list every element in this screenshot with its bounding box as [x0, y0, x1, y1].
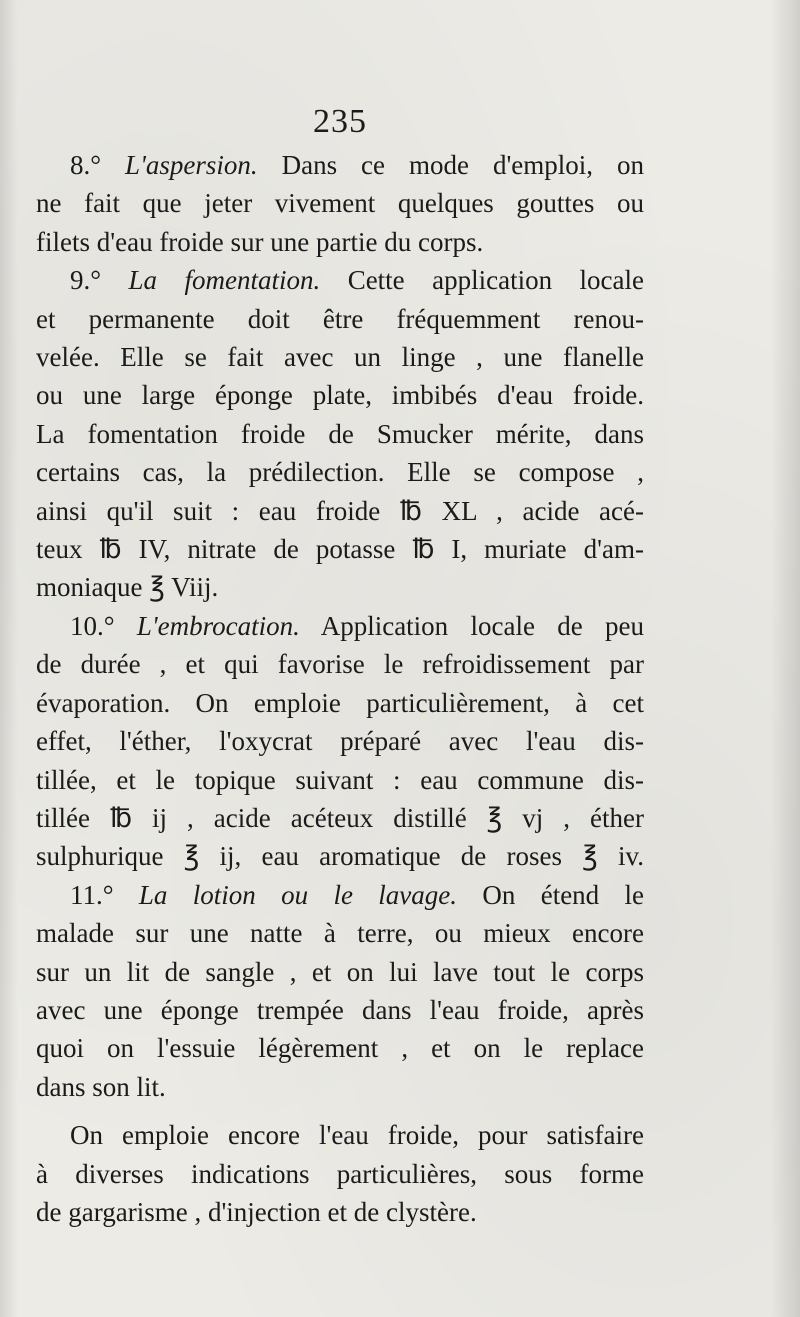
text-line: dans son lit. [36, 1071, 166, 1102]
paragraph-gap [36, 1106, 644, 1116]
text-line: quoi on l'essuie légèrement , et on le replace [36, 1033, 644, 1064]
item-number: 10.° [70, 610, 115, 641]
text-line: teux ℔ IV, nitrate de potasse ℔ I, muriate d'am- [36, 534, 644, 565]
text-line: à diverses indications particulières, sous forme [36, 1158, 644, 1189]
item-number: 11.° [70, 879, 114, 910]
text-line: La fomentation froide de Smucker mérite, dans [36, 418, 644, 449]
text-line: effet, l'éther, l'oxycrat préparé avec l'eau dis- [36, 726, 644, 757]
text-line: ou une large éponge plate, imbibés d'eau froide. [36, 380, 644, 411]
text-line [36, 876, 644, 914]
item-title: La fomentation. [128, 265, 321, 296]
item-title: L'embrocation. [136, 610, 300, 641]
text-line: et permanente doit être fréquemment renou- [36, 303, 644, 334]
text-line: On emploie encore l'eau froide, pour satisfaire [70, 1120, 644, 1151]
text-line [36, 146, 644, 184]
text-line: sulphurique ℥ ij, eau aromatique de roses ℥ iv. [36, 841, 644, 872]
text-line: velée. Elle se fait avec un linge , une flanelle [36, 342, 644, 373]
text-line: de gargarisme , d'injection et de clystère. [36, 1196, 477, 1227]
text-line: avec une éponge trempée dans l'eau froide, après [36, 994, 644, 1025]
text-line [36, 607, 644, 645]
body-text [36, 146, 644, 1231]
text-line: certains cas, la prédilection. Elle se compose , [36, 457, 644, 488]
text-line: ne fait que jeter vivement quelques gouttes ou [36, 188, 644, 219]
text-line: tillée ℔ ij , acide acéteux distillé ℥ vj , éther [36, 802, 644, 833]
text-line: tillée, et le topique suivant : eau commune dis- [36, 764, 644, 795]
text-line [36, 261, 644, 299]
text-line: filets d'eau froide sur une partie du corps. [36, 226, 484, 257]
text-line: sur un lit de sangle , et on lui lave tout le corps [36, 956, 644, 987]
line-text: On étend le [457, 879, 644, 910]
text-line: évaporation. On emploie particulièrement, à cet [36, 687, 644, 718]
line-text: Dans ce mode d'emploi, on [257, 150, 644, 180]
item-number: 8.° [70, 150, 102, 180]
text-line: ainsi qu'il suit : eau froide ℔ XL , acide acé- [36, 495, 644, 526]
text-line: de durée , et qui favorise le refroidissement par [36, 649, 644, 680]
text-line: moniaque ℥ Viij. [36, 572, 219, 603]
line-text: Cette application locale [320, 265, 644, 296]
item-title: L'aspersion. [125, 150, 258, 180]
text-line: malade sur une natte à terre, ou mieux encore [36, 918, 644, 949]
item-title: La lotion ou le lavage. [138, 879, 458, 910]
item-number: 9.° [70, 265, 102, 296]
page-number: 235 [313, 103, 367, 140]
line-text: Application locale de peu [299, 610, 644, 641]
